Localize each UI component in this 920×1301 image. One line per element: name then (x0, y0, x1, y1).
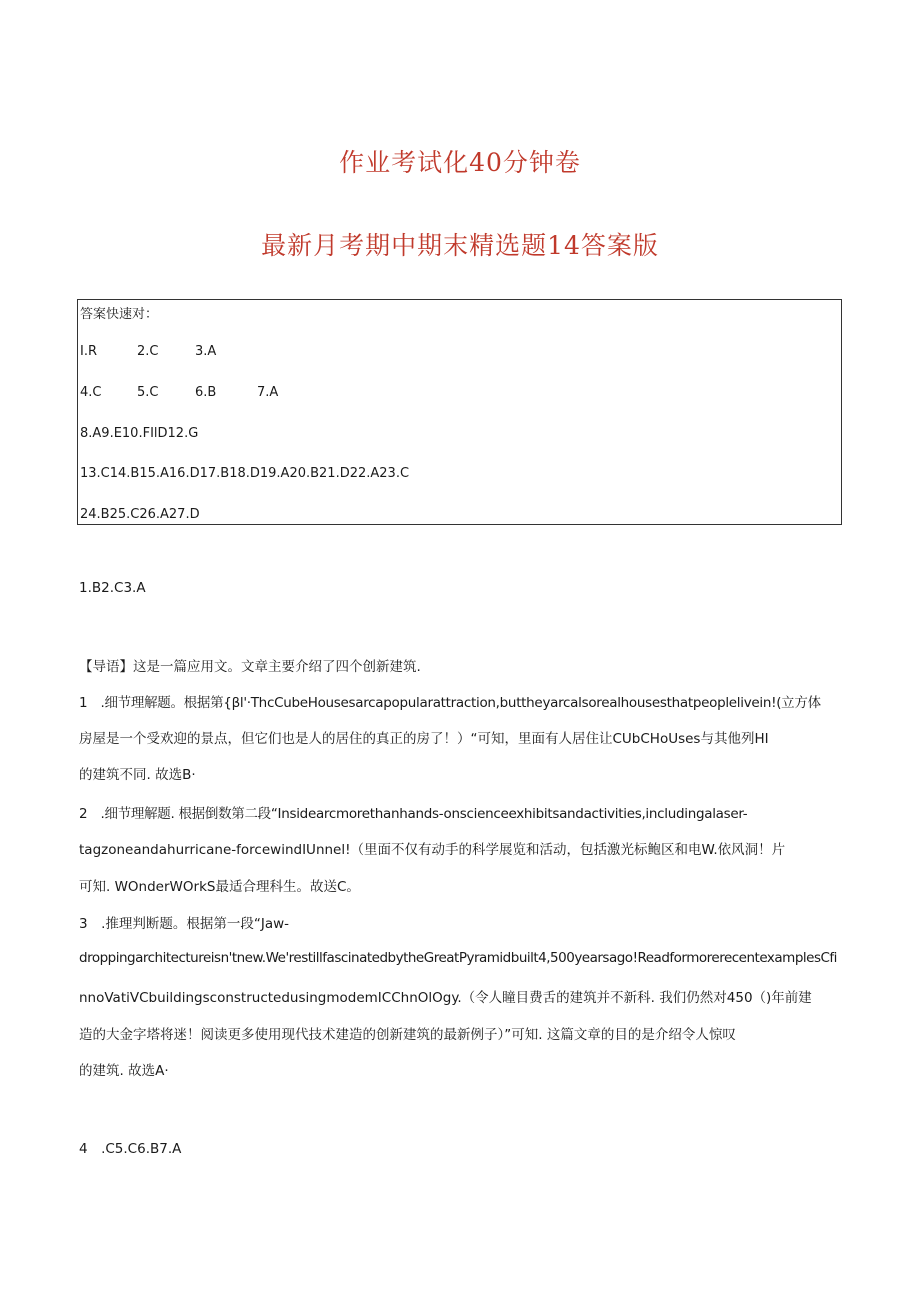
q2-explanation-line: 可知. WOnderWOrkS最适合理科生。故送C。 (79, 879, 360, 895)
answer-cell: I.R (80, 344, 97, 359)
answer-cell: 6.B (195, 385, 217, 400)
answer-cell: 7.A (257, 385, 279, 400)
answer-row-4: 13.C14.B15.A16.D17.B18.D19.A20.B21.D22.A23.C (80, 466, 410, 481)
answer-cell: 3.A (195, 344, 217, 359)
answer-row-2 (80, 385, 278, 400)
section1-answers: 1.B2.C3.A (79, 580, 146, 596)
intro-paragraph: 【导语】这是一篇应用文。文章主要介绍了四个创新建筑. (79, 659, 421, 675)
answer-key-heading: 答案快速对： (80, 307, 159, 322)
q1-explanation-line: 1 .细节理解题。根据第{βl'·ThcCubeHousesarcapopularattraction,buttheyarcalsorealhousesthatpeoplelivein!(立方体 (79, 695, 821, 711)
answer-row-5: 24.B25.C26.A27.D (80, 507, 200, 522)
q3-explanation-line: 造的大金字塔将迷！阅读更多使用现代技术建造的创新建筑的最新例子）”可知. 这篇文章的目的是介绍令人惊叹 (79, 1027, 736, 1043)
q2-explanation-line: 2 .细节理解题. 根据倒数第二段“Insidearcmorethanhands-onscienceexhibitsandactivities,includingalaser- (79, 806, 748, 822)
page-title: 作业考试化40分钟卷 (339, 148, 581, 177)
q1-explanation-line: 房屋是一个受欢迎的景点，但它们也是人的居住的真正的房了！）“可知，里面有人居住让CUbCHoUses与其他列HI (79, 731, 769, 747)
answer-row-3: 8.A9.E10.FIlD12.G (80, 426, 199, 441)
q1-explanation-line: 的建筑不同. 故选B· (79, 767, 196, 783)
q3-explanation-line: 的建筑. 故选A· (79, 1063, 169, 1079)
section2-answers: 4 .C5.C6.B7.A (79, 1141, 182, 1157)
answer-cell: 5.C (137, 385, 159, 400)
q2-explanation-line: tagzoneandahurricane-forcewindIUnnel!（里面不仅有动手的科学展览和活动，包括激光标鲍区和电W.依风洞！片 (79, 842, 786, 858)
answer-cell: 4.C (80, 385, 102, 400)
answer-cell: 2.C (137, 344, 159, 359)
answer-row-1 (80, 344, 216, 359)
page-subtitle: 最新月考期中期末精选题14答案版 (261, 231, 659, 260)
answer-key-box (77, 299, 842, 525)
q3-explanation-line: 3 .推理判断题。根据第一段“Jaw- (79, 916, 290, 932)
q3-explanation-line: nnoVatiVCbuildingsconstructedusingmodemICChnOlOgy.（令人瞳目费舌的建筑并不新科. 我们仍然对450（)年前建 (79, 990, 812, 1006)
q3-explanation-line: droppingarchitectureisn'tnew.We'restillfascinatedbytheGreatPyramidbuilt4,500yearsago!ReadformorerecentexamplesCfi (79, 950, 837, 966)
